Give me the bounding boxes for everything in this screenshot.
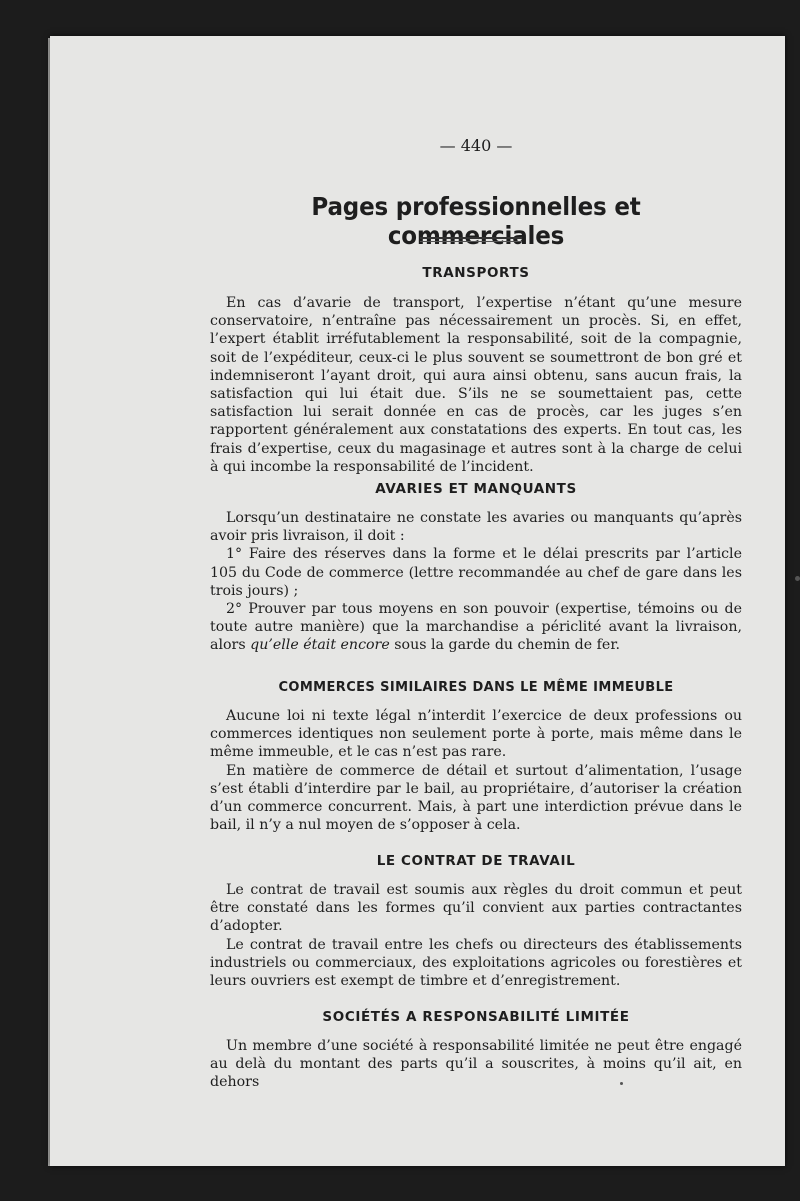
section-body-contrat <box>210 881 742 990</box>
paragraph: Un membre d’une société à responsabilité limitée ne peut être engagé au delà du montant des parts qu’il a souscrites, à moins qu’il ait, en dehors <box>210 1038 742 1091</box>
paragraph: En cas d’avarie de transport, l’expertise n’étant qu’une mesure conservatoire, n’entraîne pas nécessairement un procès. Si, en effet, l’expert établit irréfutablement la responsabilité, soit de la compagnie, soit de l’expéditeur, ceux-ci le plus souvent se soumettront de bon gré et indemniseront l’ayant droit, qui aura ainsi obtenu, sans aucun frais, la satisfaction qui lui était due. S’ils ne se soumettaient pas, cette satisfaction lui serait donnée en cas de procès, car les juges s’en rapportent généralement aux constatations des experts. En tout cas, les frais d’expertise, ceux du magasinage et autres sont à la charge de celui à qui incombe la responsabilité de l’incident. <box>210 295 742 475</box>
paragraph-text: sous la garde du chemin de fer. <box>394 637 621 654</box>
italic-text: qu’elle était encore <box>250 637 390 654</box>
paragraph-text: 2° Prouver par tous moyens en son pouvoir (expertise, témoins ou de toute autre manière) que la marchandise a périclité avant la livraison, alors <box>210 601 742 654</box>
scan-speck <box>620 1082 623 1085</box>
section-heading-avaries: AVARIES ET MANQUANTS <box>375 481 577 497</box>
section-body-commerces <box>210 707 742 834</box>
paragraph: Lorsqu’un destinataire ne constate les avaries ou manquants qu’après avoir pris livraison, il doit : <box>210 510 742 545</box>
scan-speck <box>795 576 800 581</box>
section-heading-contrat: LE CONTRAT DE TRAVAIL <box>376 853 576 869</box>
page-number: — 440 — <box>439 136 513 155</box>
paragraph: En matière de commerce de détail et surtout d’alimentation, l’usage s’est établi d’interdire par le bail, au propriétaire, d’autoriser la création d’un commerce concurrent. Mais, à part une interdiction prévue dans le bail, il n’y a nul moyen de s’opposer à cela. <box>210 762 742 834</box>
paragraph: Le contrat de travail est soumis aux règles du droit commun et peut être constaté dans les formes qu’il convient aux parties contractantes d’adopter. <box>210 882 742 935</box>
section-body-societes <box>210 1037 742 1092</box>
paragraph: 1° Faire des réserves dans la forme et le délai prescrits par l’article 105 du Code de commerce (lettre recommandée au chef de gare dans les trois jours) ; <box>210 546 742 599</box>
section-body-transports <box>210 294 742 476</box>
title-rule <box>420 237 522 239</box>
section-heading-societes: SOCIÉTÉS A RESPONSABILITÉ LIMITÉE <box>322 1009 630 1025</box>
paragraph: Le contrat de travail entre les chefs ou directeurs des établissements industriels ou commerciaux, des exploitations agricoles ou forestières et leurs ouvriers est exempt de timbre et d’enregistrement. <box>210 936 742 990</box>
page-title: Pages professionnelles et commerciales <box>311 192 641 250</box>
section-body-avaries <box>210 509 742 655</box>
section-heading-commerces: COMMERCES SIMILAIRES DANS LE MÊME IMMEUBLE <box>278 680 674 695</box>
title-rule-thin <box>420 241 522 242</box>
scanned-page <box>50 36 785 1166</box>
section-heading-transports: TRANSPORTS <box>422 265 530 281</box>
paragraph: Aucune loi ni texte légal n’interdit l’exercice de deux professions ou commerces identiques non seulement porte à porte, mais même dans le même immeuble, et le cas n’est pas rare. <box>210 708 742 761</box>
paragraph <box>210 600 742 655</box>
